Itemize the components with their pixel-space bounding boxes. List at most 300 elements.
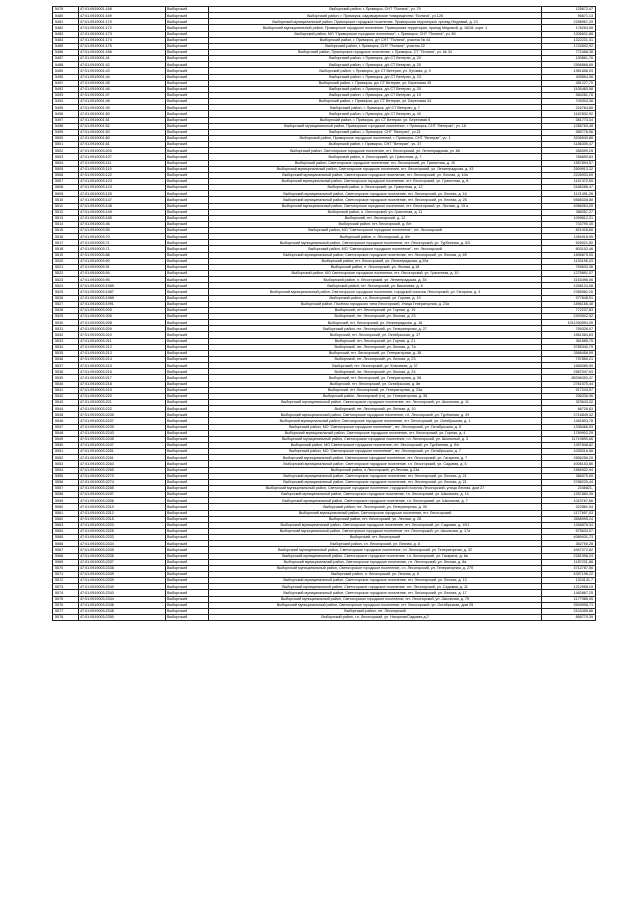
cadastral-number-cell: 47:01:0919001:169 <box>79 13 166 19</box>
row-number-cell: 5560 <box>53 504 79 510</box>
cadastral-number-cell: 47:01:0919003:122 <box>79 172 166 178</box>
row-number-cell: 5497 <box>53 117 79 123</box>
value-cell: 1666932,94 <box>542 467 596 473</box>
value-cell: 2346821, <box>542 485 596 491</box>
value-cell: 85396353,47 <box>542 375 596 381</box>
address-cell: Выборгский район, Приморское городское поселение, г. Приморск, СТ "Поляна", уч. № 34 <box>209 49 542 55</box>
row-number-cell: 5494 <box>53 99 79 105</box>
value-cell: 377848,91 <box>542 295 596 301</box>
address-cell: Выборгский муниципальный район, Приморское городское поселение, Приморская территория, проезд Медовый, д. 23 <box>209 19 542 25</box>
cadastral-number-cell: 47:01:0919003:2339 <box>79 571 166 577</box>
address-cell: Выборгский район, г.п. Лесогорский, ул. Нагорная/Садовая д.2 <box>209 614 542 620</box>
district-cell: Выборгский <box>166 430 209 436</box>
cadastral-number-cell: 47:01:0919003:2310 <box>79 504 166 510</box>
cadastral-number-cell: 47:01:0919003:2263 <box>79 461 166 467</box>
cadastral-number-cell: 47:01:0919003:94 <box>79 271 166 277</box>
district-cell: Выборгский <box>166 264 209 270</box>
district-cell: Выборгский <box>166 326 209 332</box>
value-cell: 1557894,57 <box>542 160 596 166</box>
cadastral-number-cell: 47:01:0919003:205 <box>79 307 166 313</box>
cadastral-number-cell: 47:01:0919001:60 <box>79 135 166 141</box>
row-number-cell: 5493 <box>53 92 79 98</box>
district-cell: Выборгский <box>166 117 209 123</box>
value-cell: 96671,13 <box>542 13 596 19</box>
district-cell: Выборгский <box>166 528 209 534</box>
cadastral-number-cell: 47:01:0919001:168 <box>79 7 166 13</box>
row-number-cell: 5484 <box>53 37 79 43</box>
cadastral-number-cell: 47:01:0919003:2306 <box>79 498 166 504</box>
value-cell: 3568458,09 <box>542 350 596 356</box>
value-cell: 1961856,93 <box>542 68 596 74</box>
value-cell: 1322231,41 <box>542 37 596 43</box>
value-cell: 3549998,73 <box>542 602 596 608</box>
value-cell: 1258124,08 <box>542 283 596 289</box>
address-cell: Выборгский район, Светогорское городское поселение, пгт. Лесогорский, ул. Ленинградская, уч. 86 <box>209 148 542 154</box>
row-number-cell: 5500 <box>53 135 79 141</box>
register-sheet <box>52 6 596 621</box>
address-cell: Выборгский, пгт. Лесогорский, ул. Лесная, д. 7а <box>209 344 542 350</box>
cadastral-number-cell: 47:01:0919003:2265 <box>79 467 166 473</box>
row-number-cell: 5532 <box>53 332 79 338</box>
address-cell: Выборгский район, г. Приморск, д/с СТ Ветеран, д. 20 <box>209 56 542 62</box>
cadastral-number-cell: 47:01:0919001:41 <box>79 56 166 62</box>
row-number-cell: 5567 <box>53 547 79 553</box>
cadastral-number-cell: 47:01:0919003:216 <box>79 369 166 375</box>
value-cell: 11719890,66 <box>542 436 596 442</box>
row-number-cell: 5524 <box>53 283 79 289</box>
district-cell: Выборгский <box>166 68 209 74</box>
row-number-cell: 5552 <box>53 455 79 461</box>
row-number-cell: 5545 <box>53 412 79 418</box>
row-number-cell: 5546 <box>53 418 79 424</box>
value-cell: 585776,56 <box>542 129 596 135</box>
row-number-cell: 5553 <box>53 461 79 467</box>
row-number-cell: 5498 <box>53 123 79 129</box>
row-number-cell: 5516 <box>53 234 79 240</box>
value-cell: 584281,78 <box>542 92 596 98</box>
row-number-cell: 5522 <box>53 271 79 277</box>
value-cell: 130861,76 <box>542 56 596 62</box>
district-cell: Выборгский <box>166 289 209 295</box>
cadastral-number-cell: 47:01:0919003:148 <box>79 203 166 209</box>
value-cell: 1153196,03 <box>542 258 596 264</box>
value-cell: 2281998,24 <box>542 553 596 559</box>
value-cell: 386575,65 <box>542 473 596 479</box>
district-cell: Выборгский <box>166 277 209 283</box>
row-number-cell: 5496 <box>53 111 79 117</box>
value-cell: 1015767,66 <box>542 498 596 504</box>
row-number-cell: 5505 <box>53 166 79 172</box>
cadastral-number-cell: 47:01:0919003:215 <box>79 363 166 369</box>
address-cell: Выборгский район, г. Приморск, д/с СТ Ветеран, д. 19 <box>209 92 542 98</box>
value-cell: 125672,47 <box>542 7 596 13</box>
address-cell: Выборгский район, пгт. Лесогорский, ул. Генераторная, д. 30 <box>209 504 542 510</box>
row-number-cell: 5563 <box>53 522 79 528</box>
value-cell: 772468,38 <box>542 49 596 55</box>
cadastral-number-cell: 47:01:0919003:2315 <box>79 516 166 522</box>
value-cell: 1338466,53 <box>542 424 596 430</box>
district-cell: Выборгский <box>166 56 209 62</box>
address-cell: Выборгский район, п. Лесогорский, ул. Лесная, д.18 <box>209 264 542 270</box>
cadastral-number-cell: 47:01:0919003:2348 <box>79 608 166 614</box>
cadastral-number-cell: 47:01:0919003:2334 <box>79 541 166 547</box>
value-cell: 733790,35 <box>542 221 596 227</box>
district-cell: Выборгский <box>166 535 209 541</box>
row-number-cell: 5513 <box>53 215 79 221</box>
cadastral-number-cell: 47:01:0919003:203 <box>79 148 166 154</box>
cadastral-number-cell: 47:01:0919001:170 <box>79 19 166 25</box>
address-cell: Выборгский, пгт. Лесогорский, ул. Генераторная, д. 38 <box>209 350 542 356</box>
district-cell: Выборгский <box>166 461 209 467</box>
value-cell: 4066063,05 <box>542 203 596 209</box>
district-cell: Выборгский <box>166 203 209 209</box>
address-cell: Выборгский район, п. Лесогорский, д. б/н <box>209 234 542 240</box>
cadastral-number-cell: 47:01:0919003:2237 <box>79 418 166 424</box>
address-cell: Выборгский муниципальный район, Светогорское городское поселение, городской поселок Лесогорский, ул. Гагарина, д. 3 <box>209 289 542 295</box>
district-cell: Выборгский <box>166 166 209 172</box>
cadastral-number-cell: 47:01:0919001:44 <box>79 74 166 80</box>
row-number-cell: 5480 <box>53 13 79 19</box>
cadastral-number-cell: 47:01:0919003:2336 <box>79 553 166 559</box>
row-number-cell: 5486 <box>53 49 79 55</box>
row-number-cell: 5573 <box>53 584 79 590</box>
address-cell: Выборгский муниципальный район, Светогорское городское поселение, г.п. Лесогорский, ул. Школьный, д. 3 <box>209 436 542 442</box>
district-cell: Выборгский <box>166 7 209 13</box>
address-cell: Выборгский муниципальный район, Светогорское городское поселение, пгт. Лесогорский, ул. Лесная, д. 10а <box>209 172 542 178</box>
cadastral-number-cell: 47:01:0919003:218 <box>79 381 166 387</box>
row-number-cell: 5536 <box>53 357 79 363</box>
cadastral-number-cell: 47:01:0919003:217 <box>79 375 166 381</box>
address-cell: Выборгский район, г.п. Лесогорский, ул. Лесная, д. 8 <box>209 541 542 547</box>
row-number-cell: 5479 <box>53 7 79 13</box>
row-number-cell: 5543 <box>53 400 79 406</box>
address-cell: Выборгский район, г. Приморск, д/с СТ Ветеран, ул. Луговая, д. 9 <box>209 68 542 74</box>
district-cell: Выборгский <box>166 498 209 504</box>
district-cell: Выборгский <box>166 142 209 148</box>
row-number-cell: 5512 <box>53 209 79 215</box>
district-cell: Выборгский <box>166 375 209 381</box>
address-cell: Выборгский муниципальный район, Светогорское городское поселение, пгт. Лесогорский, ул. Лесная, д. 17 <box>209 590 542 596</box>
district-cell: Выборгский <box>166 350 209 356</box>
address-cell: Выборгский муниципальный район, Светогорское городское поселение, пгт. Лесогорский, ул. Лесная, д. 6б <box>209 252 542 258</box>
address-cell: Выборгский муниципальный район, Светогорское городское поселение, г.п. Лесогорский, ул. Лесная, д. 8а <box>209 559 542 565</box>
value-cell: 5568338,88 <box>542 197 596 203</box>
row-number-cell: 5488 <box>53 62 79 68</box>
row-number-cell: 5556 <box>53 479 79 485</box>
cadastral-number-cell: 47:01:0919001:42 <box>79 62 166 68</box>
address-cell: Выборгский, пгт. Лесогорский, ул. Лесная, д. 10 <box>209 406 542 412</box>
cadastral-number-cell: 47:01:0919001:46 <box>79 86 166 92</box>
value-cell: 2493502,92 <box>542 314 596 320</box>
value-cell: 1187231,88 <box>542 559 596 565</box>
value-cell: 3658995,24 <box>542 516 596 522</box>
row-number-cell: 5530 <box>53 320 79 326</box>
cadastral-number-cell: 47:01:0919003:206 <box>79 314 166 320</box>
address-cell: Выборгский муниципальный район, Светогорское городское поселение, пгт. Лесогорский, ул. Школьная, д. 17а <box>209 528 542 534</box>
row-number-cell: 5521 <box>53 264 79 270</box>
district-cell: Выборгский <box>166 584 209 590</box>
row-number-cell: 5483 <box>53 31 79 37</box>
value-cell: 1896166,48 <box>542 301 596 307</box>
value-cell: 382750,28 <box>542 541 596 547</box>
address-cell: Выборгский муниципальный район, Светогорское городское поселение, пгт. Лесогорский, ул. Октябрьская, д. 1 <box>209 418 542 424</box>
district-cell: Выборгский <box>166 111 209 117</box>
district-cell: Выборгский <box>166 338 209 344</box>
row-number-cell: 5537 <box>53 363 79 369</box>
district-cell: Выборгский <box>166 479 209 485</box>
row-number-cell: 5550 <box>53 442 79 448</box>
cadastral-number-cell: 47:01:0919003:209 <box>79 326 166 332</box>
value-cell: 2356582,26 <box>542 289 596 295</box>
address-cell: Выборгский район, г. Приморск, д/с СТ Ветеран, д. 25 <box>209 86 542 92</box>
value-cell: 1561584,63 <box>542 332 596 338</box>
row-number-cell: 5538 <box>53 369 79 375</box>
district-cell: Выборгский <box>166 485 209 491</box>
district-cell: Выборгский <box>166 578 209 584</box>
district-cell: Выборгский <box>166 516 209 522</box>
cadastral-number-cell: 47:01:0919003:2340 <box>79 584 166 590</box>
address-cell: Выборгский, пгт. Лесогорский, ул. Октябрьская, д. 8в <box>209 381 542 387</box>
row-number-cell: 5540 <box>53 381 79 387</box>
address-cell: Выборгский район, п. Лесогорский, ул. Гранитная, д. 11 <box>209 209 542 215</box>
value-cell: 821928,66 <box>542 228 596 234</box>
value-cell: 3186288,47 <box>542 185 596 191</box>
row-number-cell: 5555 <box>53 473 79 479</box>
address-cell: Выборгский, пгт. Лесогорский, ул. Горная, д. 21 <box>209 338 542 344</box>
address-cell: Выборгский, пгт. Лесогорский, ул. Ленинградская, д. 18 <box>209 320 542 326</box>
value-cell: 2761575,44 <box>542 381 596 387</box>
cadastral-number-cell: 47:01:0919003:220 <box>79 393 166 399</box>
row-number-cell: 5548 <box>53 430 79 436</box>
address-cell: Выборгский район, пгт. Лесогорский, ул. Генераторная, д. 27 <box>209 326 542 332</box>
district-cell: Выборгский <box>166 215 209 221</box>
district-cell: Выборгский <box>166 209 209 215</box>
row-number-cell: 5542 <box>53 393 79 399</box>
value-cell: 66726,63 <box>542 406 596 412</box>
value-cell: 1105483,58 <box>542 86 596 92</box>
district-cell: Выборгский <box>166 424 209 430</box>
address-cell: Выборгский район, г. Приморск, д/с СТ Ветеран, д. 25 <box>209 62 542 68</box>
cadastral-number-cell: 47:01:0919001:53 <box>79 129 166 135</box>
address-cell: Выборгский муниципальный район, Светогорское городское поселение, пгт. Лесогорский <box>209 510 542 516</box>
cadastral-number-cell: 47:01:0919003:111 <box>79 160 166 166</box>
cadastral-number-cell: 47:01:0919003:91 <box>79 264 166 270</box>
value-cell: 4089431,73 <box>542 535 596 541</box>
value-cell: 1121491,26 <box>542 191 596 197</box>
district-cell: Выборгский <box>166 522 209 528</box>
address-cell: Выборгский муниципальный район, Светогорское городское поселение, пгт. Лесогорский, ул. Горная, д. 4 <box>209 430 542 436</box>
cadastral-number-cell: 47:01:0919003:46 <box>79 221 166 227</box>
row-number-cell: 5499 <box>53 129 79 135</box>
address-cell: Выборгский, пгт. Лесогорский, ул. Генераторная, д. 23а <box>209 387 542 393</box>
cadastral-number-cell: 47:01:0919001:61 <box>79 142 166 148</box>
cadastral-number-cell: 47:01:0919003:123 <box>79 178 166 184</box>
value-cell: 759533,36 <box>542 264 596 270</box>
row-number-cell: 5559 <box>53 498 79 504</box>
district-cell: Выборгский <box>166 295 209 301</box>
value-cell: 323643,32 <box>542 400 596 406</box>
address-cell: Выборгский район, г. Приморск, д/с СТ Ветеран, д. 23 <box>209 74 542 80</box>
cadastral-number-cell: 47:01:0919003:71 <box>79 246 166 252</box>
row-number-cell: 5489 <box>53 68 79 74</box>
value-cell: 3103455,86 <box>542 608 596 614</box>
district-cell: Выборгский <box>166 442 209 448</box>
address-cell: Выборгский район, г. Приморск, д/с СТ Ветеран, ул. Береговая 35 <box>209 80 542 86</box>
cadastral-number-cell: 47:01:0919003:2251 <box>79 449 166 455</box>
row-number-cell: 5517 <box>53 240 79 246</box>
district-cell: Выборгский <box>166 344 209 350</box>
district-cell: Выборгский <box>166 191 209 197</box>
address-cell: Выборгский муниципальный район, Светогорское городское поселение, пгт. Лесогорский, ул. Лесная, д. 21 <box>209 473 542 479</box>
value-cell: 1167472,65 <box>542 178 596 184</box>
row-number-cell: 5509 <box>53 191 79 197</box>
address-cell: Выборгский, пгт. Лесогорский, д. 12 <box>209 215 542 221</box>
value-cell: 1212958,15 <box>542 584 596 590</box>
row-number-cell: 5503 <box>53 154 79 160</box>
district-cell: Выборгский <box>166 31 209 37</box>
cadastral-number-cell: 47:01:0919003:119 <box>79 166 166 172</box>
row-number-cell: 5574 <box>53 590 79 596</box>
cadastral-number-cell: 47:01:0919003:2243 <box>79 430 166 436</box>
district-cell: Выборгский <box>166 393 209 399</box>
row-number-cell: 5495 <box>53 105 79 111</box>
row-number-cell: 5539 <box>53 375 79 381</box>
cadastral-number-cell: 47:01:0919003:185 <box>79 215 166 221</box>
cadastral-number-cell: 47:01:0919003:95 <box>79 277 166 283</box>
district-cell: Выборгский <box>166 172 209 178</box>
value-cell: 2556868,65 <box>542 62 596 68</box>
address-cell: Выборгский район, п. Лесогорский, ул. Ленинградская, д. 35 <box>209 277 542 283</box>
value-cell: 1769902,29 <box>542 430 596 436</box>
district-cell: Выборгский <box>166 99 209 105</box>
row-number-cell: 5487 <box>53 56 79 62</box>
district-cell: Выборгский <box>166 571 209 577</box>
row-number-cell: 5510 <box>53 197 79 203</box>
district-cell: Выборгский <box>166 197 209 203</box>
address-cell: Выборгский муниципальный район, Приморское городское поселение, Приморская территория, проезд Медовый, д. 16/28, корп. 1 <box>209 25 542 31</box>
row-number-cell: 5558 <box>53 492 79 498</box>
cadastral-number-cell: 47:01:0919003:125 <box>79 191 166 197</box>
row-number-cell: 5502 <box>53 148 79 154</box>
address-cell: Выборгский район, МО "Светогорское городское поселение", пгт. Лесогорский <box>209 228 542 234</box>
cadastral-number-cell: 47:01:0919003:2343 <box>79 590 166 596</box>
cadastral-number-cell: 47:01:0919001:175 <box>79 43 166 49</box>
row-number-cell: 5568 <box>53 553 79 559</box>
value-cell: 2716849,32 <box>542 412 596 418</box>
address-cell: Выборгский район, г. Приморск, д/с СТ Ветеран, ул. Береговая 6 <box>209 117 542 123</box>
address-cell: Выборгский, пгт. Лесогорский, ул. Октябрьская, д. 37 <box>209 332 542 338</box>
value-cell: 2509913,32 <box>542 166 596 172</box>
value-cell: 216764,85 <box>542 105 596 111</box>
row-number-cell: 5531 <box>53 326 79 332</box>
district-cell: Выборгский <box>166 504 209 510</box>
district-cell: Выборгский <box>166 80 209 86</box>
address-cell: Выборгский муниципальный район, Приморское городское поселение, г. Приморск, СНТ "Ветеран", уч. 18 <box>209 123 542 129</box>
value-cell: 529021,50 <box>542 240 596 246</box>
value-cell: 296336,96 <box>542 393 596 399</box>
row-number-cell: 5491 <box>53 80 79 86</box>
district-cell: Выборгский <box>166 369 209 375</box>
district-cell: Выборгский <box>166 185 209 191</box>
cadastral-number-cell: 47:01:0919003:149 <box>79 209 166 215</box>
district-cell: Выборгский <box>166 86 209 92</box>
address-cell: Выборгский район, Посёлок городского типа Лесогорский, Улица Генераторная, д. 23а <box>209 301 542 307</box>
address-cell: Выборгский район, Лесогорский (г.п), ул. Генераторная, д. 36 <box>209 393 542 399</box>
district-cell: Выборгский <box>166 92 209 98</box>
value-cell: 1167802,92 <box>542 111 596 117</box>
cadastral-number-cell: 47:01:0919003:2297 <box>79 492 166 498</box>
address-cell: Выборгский район, п. Лесогорский, ул. Гранитная, д. 7 <box>209 154 542 160</box>
row-number-cell: 5570 <box>53 565 79 571</box>
address-cell: Выборгский муниципальный район, Светогорское городское поселение, пгт. Лесогорский, ул. Гранитная, д. 8 <box>209 178 542 184</box>
address-cell: Выборгский район, МО "Приморское городское поселение", г. Приморск, СНТ "Поляна", уч. 80 <box>209 31 542 37</box>
value-cell: 1011390594,29 <box>542 320 596 326</box>
cadastral-number-cell: 47:01:0919001:51 <box>79 117 166 123</box>
cadastral-number-cell: 47:01:0919003:2273 <box>79 473 166 479</box>
district-cell: Выборгский <box>166 449 209 455</box>
district-cell: Выборгский <box>166 596 209 602</box>
cadastral-number-cell: 47:01:0919001:173 <box>79 31 166 37</box>
district-cell: Выборгский <box>166 160 209 166</box>
district-cell: Выборгский <box>166 154 209 160</box>
table-row <box>53 614 596 620</box>
cadastral-number-cell: 47:01:0919003:2335 <box>79 547 166 553</box>
value-cell: 1186305,47 <box>542 142 596 148</box>
address-cell: Выборгский район, пгт. Лесогорский, ул. Ленинградская, д.20а <box>209 258 542 264</box>
cadastral-number-cell: 47:01:0919003:2245 <box>79 436 166 442</box>
district-cell: Выборгский <box>166 406 209 412</box>
value-cell: 759326,07 <box>542 326 596 332</box>
row-number-cell: 5566 <box>53 541 79 547</box>
district-cell: Выборгский <box>166 228 209 234</box>
address-cell: Выборгский район, г. Приморск, д/с СТ Ветеран, д. 7 <box>209 105 542 111</box>
value-cell: 3712787,56 <box>542 565 596 571</box>
value-cell: 917243,97 <box>542 387 596 393</box>
value-cell: 1028316,58 <box>542 449 596 455</box>
address-cell: Выборгский район, г.п. Лесогорский, ул. Горная, д. 19 <box>209 295 542 301</box>
district-cell: Выборгский <box>166 74 209 80</box>
value-cell: 322881,94 <box>542 504 596 510</box>
district-cell: Выборгский <box>166 590 209 596</box>
district-cell: Выборгский <box>166 455 209 461</box>
cadastral-number-cell: 47:01:0919001:47 <box>79 92 166 98</box>
row-number-cell: 5529 <box>53 314 79 320</box>
address-cell: Выборгский район, пгт. Лесогорский, ул. Лесная, д. 26 <box>209 516 542 522</box>
row-number-cell: 5535 <box>53 350 79 356</box>
address-cell: Выборгский район, МО "Светогорское городское поселение", пгт. Лесогорский, ул. Октябрьская, д. 7 <box>209 449 542 455</box>
value-cell: 1742892,92 <box>542 43 596 49</box>
row-number-cell: 5565 <box>53 535 79 541</box>
cadastral-number-cell: 47:01:0919003:1987 <box>79 289 166 295</box>
row-number-cell: 5577 <box>53 608 79 614</box>
cadastral-number-cell: 47:01:0919001:172 <box>79 25 166 31</box>
district-cell: Выборгский <box>166 381 209 387</box>
cadastral-number-cell: 47:01:0919001:174 <box>79 37 166 43</box>
register-table-body <box>53 7 596 621</box>
row-number-cell: 5482 <box>53 25 79 31</box>
address-cell: Выборгский район, пгт. Лесогорский <box>209 608 542 614</box>
district-cell: Выборгский <box>166 363 209 369</box>
register-table <box>52 6 596 621</box>
value-cell: 386357,27 <box>542 209 596 215</box>
address-cell: Выборгский муниципальный район, Светогорское городское поселение, городской поселок Лесогорский, улица Лесная, дом 27 <box>209 485 542 491</box>
district-cell: Выборгский <box>166 221 209 227</box>
district-cell: Выборгский <box>166 62 209 68</box>
address-cell: Выборгский район, МО "Светогорское городское поселение", пгт. Лесогорский, ул. Октябрьская, д. 8 <box>209 424 542 430</box>
value-cell: 3208949,88 <box>542 135 596 141</box>
address-cell: Выборгский район, Светогорское городское поселение, пгт. Лесогорский, ул. Гранитная, д. 10 <box>209 160 542 166</box>
row-number-cell: 5541 <box>53 387 79 393</box>
